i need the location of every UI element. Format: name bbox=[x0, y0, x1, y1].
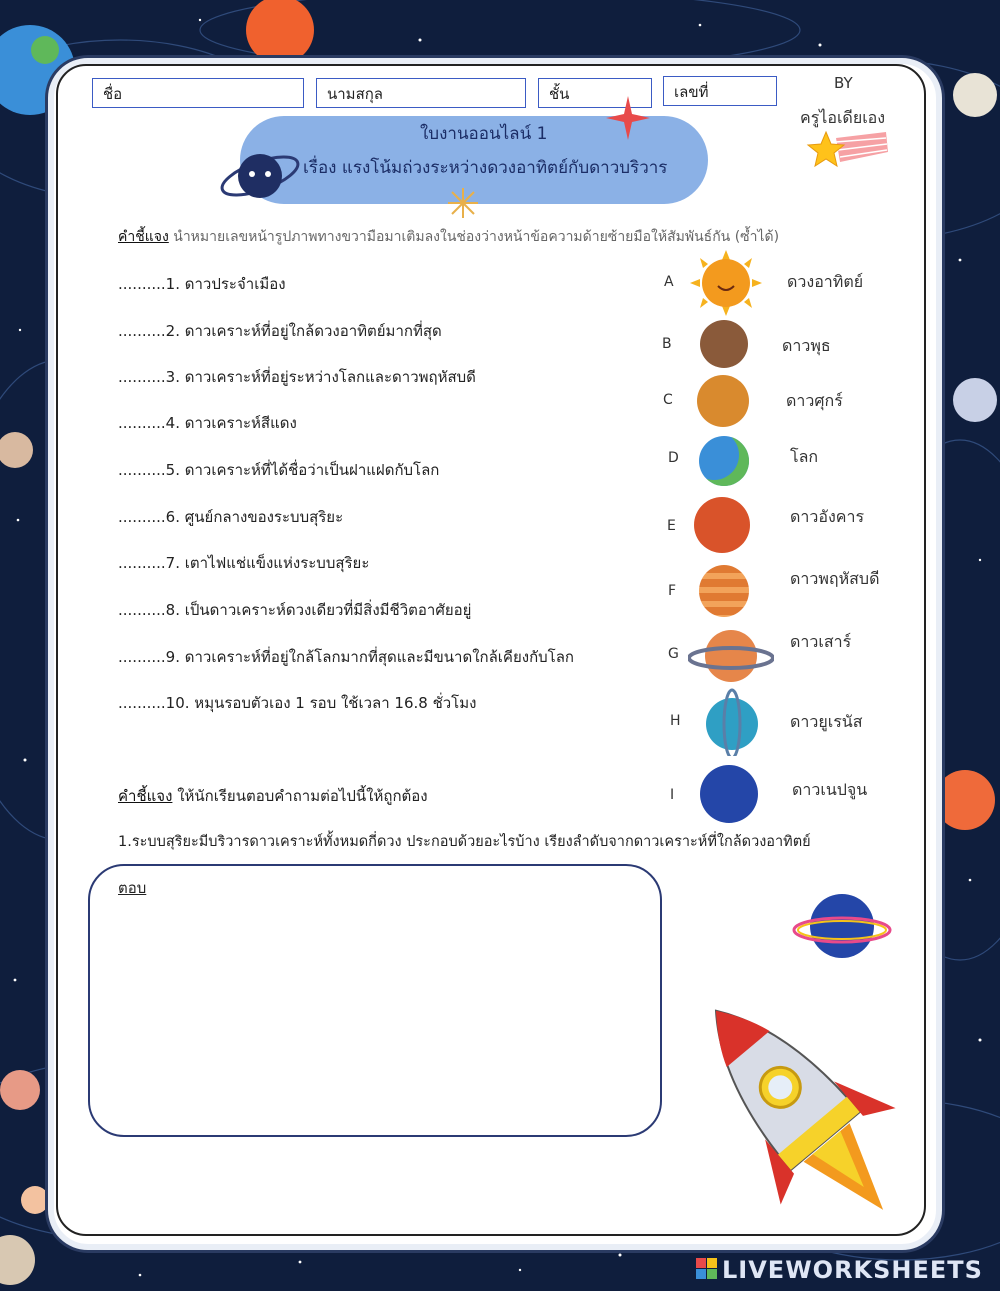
instruction-1 bbox=[118, 226, 779, 248]
liveworksheets-brand: LIVEWORKSHEETS bbox=[722, 1256, 983, 1284]
sparkle-small-icon bbox=[446, 186, 480, 220]
planet-name-mercury: ดาวพุธ bbox=[782, 336, 831, 355]
planet-ring-icon bbox=[220, 144, 304, 206]
planet-name-jupiter: ดาวพฤหัสบดี bbox=[790, 569, 880, 588]
shooting-star-logo bbox=[806, 128, 888, 174]
planet-letter-c: C bbox=[663, 392, 673, 408]
surname-field[interactable]: นามสกุล bbox=[316, 78, 526, 108]
instruction-2-label: คำชี้แจง bbox=[118, 787, 173, 805]
planet-letter-i: I bbox=[670, 787, 675, 803]
matching-question-9[interactable]: ..........9. ดาวเคราะห์ที่อยู่ใกล้โลกมากที่สุดและมีขนาดใกล้เคียงกับโลก bbox=[118, 648, 575, 666]
planet-letter-b: B bbox=[662, 336, 672, 352]
planet-name-neptune: ดาวเนปจูน bbox=[792, 780, 868, 799]
rocket-decoration bbox=[676, 978, 976, 1268]
saturn-icon bbox=[688, 628, 774, 686]
planet-name-venus: ดาวศุกร์ bbox=[786, 391, 843, 410]
worksheet-subtitle: เรื่อง แรงโน้มถ่วงระหว่างดวงอาทิตย์กับดาวบริวาร bbox=[303, 158, 668, 178]
open-question-1: 1.ระบบสุริยะมีบริวารดาวเคราะห์ทั้งหมดกี่ดวง ประกอบด้วยอะไรบ้าง เรียงลำดับจากดาวเคราะห์ที่ใกล้ดวงอาทิตย์ bbox=[118, 834, 811, 850]
planet-letter-a: A bbox=[664, 274, 674, 290]
instruction-1-text: นำหมายเลขหน้ารูปภาพทางขวามือมาเติมลงในช่องว่างหน้าข้อความด้ายซ้ายมือให้สัมพันธ์กัน (ซ้ำได้) bbox=[173, 229, 780, 245]
planet-letter-f: F bbox=[668, 583, 677, 599]
planet-name-mars: ดาวอังคาร bbox=[790, 507, 865, 526]
jupiter-icon bbox=[699, 565, 749, 617]
matching-question-8[interactable]: ..........8. เป็นดาวเคราะห์ดวงเดียวที่มีสิ่งมีชีวิตอาศัยอยู่ bbox=[118, 601, 472, 619]
planet-name-uranus: ดาวยูเรนัส bbox=[790, 712, 863, 731]
planet-name-earth: โลก bbox=[790, 447, 819, 466]
planet-letter-e: E bbox=[667, 518, 676, 534]
mars-icon bbox=[694, 497, 750, 553]
uranus-icon bbox=[700, 688, 764, 756]
worksheet-title: ใบงานออนไลน์ 1 bbox=[420, 124, 548, 144]
liveworksheets-logo bbox=[696, 1258, 718, 1280]
instruction-1-label: คำชี้แจง bbox=[118, 229, 169, 245]
answer-label: ตอบ bbox=[118, 879, 147, 897]
matching-question-5[interactable]: ..........5. ดาวเคราะห์ที่ได้ชื่อว่าเป็นฝาแฝดกับโลก bbox=[118, 461, 440, 479]
planet-letter-h: H bbox=[670, 713, 681, 729]
sparkle-icon bbox=[606, 96, 650, 140]
name-field[interactable]: ชื่อ bbox=[92, 78, 304, 108]
by-label: BY bbox=[834, 74, 853, 92]
planet-name-sun: ดวงอาทิตย์ bbox=[787, 272, 864, 291]
planet-letter-g: G bbox=[668, 646, 679, 662]
mercury-icon bbox=[700, 320, 748, 368]
matching-question-4[interactable]: ..........4. ดาวเคราะห์สีแดง bbox=[118, 414, 297, 432]
matching-question-6[interactable]: ..........6. ศูนย์กลางของระบบสุริยะ bbox=[118, 508, 344, 526]
planet-name-saturn: ดาวเสาร์ bbox=[790, 632, 852, 651]
ringed-planet-decoration bbox=[792, 890, 892, 962]
planet-letter-d: D bbox=[668, 450, 679, 466]
author-name: ครูไอเดียเอง bbox=[800, 108, 886, 127]
matching-question-1[interactable]: ..........1. ดาวประจำเมือง bbox=[118, 275, 286, 293]
matching-question-7[interactable]: ..........7. เตาไฟแช่แข็งแห่งระบบสุริยะ bbox=[118, 554, 370, 572]
neptune-icon bbox=[700, 765, 758, 823]
answer-textarea[interactable] bbox=[88, 864, 662, 1137]
class-field[interactable]: ชั้น bbox=[538, 78, 652, 108]
earth-icon bbox=[699, 436, 749, 486]
matching-question-2[interactable]: ..........2. ดาวเคราะห์ที่อยู่ใกล้ดวงอาทิตย์มากที่สุด bbox=[118, 322, 442, 340]
matching-question-3[interactable]: ..........3. ดาวเคราะห์ที่อยู่ระหว่างโลกและดาวพฤหัสบดี bbox=[118, 368, 476, 386]
number-field[interactable]: เลขที่ bbox=[663, 76, 777, 106]
instruction-2-text: ให้นักเรียนตอบคำถามต่อไปนี้ให้ถูกต้อง bbox=[177, 787, 428, 805]
sun-icon bbox=[690, 250, 762, 316]
matching-question-10[interactable]: ..........10. หมุนรอบตัวเอง 1 รอบ ใช้เวลา 16.8 ชั่วโมง bbox=[118, 694, 477, 712]
instruction-2 bbox=[118, 784, 428, 808]
venus-icon bbox=[697, 375, 749, 427]
